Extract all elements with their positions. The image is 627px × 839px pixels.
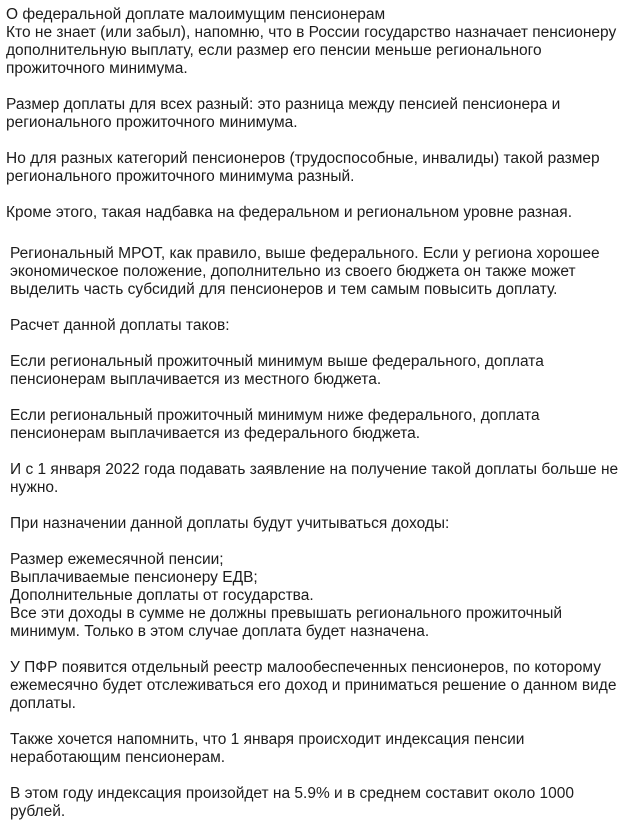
paragraph-pfr-registry: У ПФР появится отдельный реестр малообеспеченных пенсионеров, по которому ежемесячно будет отслеживаться его доход и приниматься решение о данном виде доплаты.	[10, 659, 617, 712]
paragraph-indexation-amount: В этом году индексация произойдет на 5.9% и в среднем составит около 1000 рублей.	[10, 785, 575, 820]
income-item: Размер ежемесячной пенсии;	[10, 551, 224, 568]
paragraph-regional-lower: Если региональный прожиточный минимум ниже федерального, доплата пенсионерам выплачивается из федерального бюджета.	[10, 407, 540, 442]
article-title: О федеральной доплате малоимущим пенсионерам	[6, 6, 386, 23]
paragraph-no-application: И с 1 января 2022 года подавать заявление на получение такой доплаты больше не нужно.	[10, 461, 619, 496]
paragraph-indexation: Также хочется напомнить, что 1 января происходит индексация пенсии неработающим пенсионерам.	[10, 731, 525, 766]
paragraph-difference: Размер доплаты для всех разный: это разница между пенсией пенсионера и регионального прожиточного минимума.	[6, 96, 561, 131]
income-item: Дополнительные доплаты от государства.	[10, 587, 314, 604]
paragraph-incomes-intro: При назначении данной доплаты будут учитываться доходы:	[10, 515, 450, 532]
paragraph-intro: Кто не знает (или забыл), напомню, что в России государство назначает пенсионеру дополнительную выплату, если размер его пенсии меньше регионального прожиточного минимума.	[6, 24, 617, 77]
paragraph-income-limit: Все эти доходы в сумме не должны превышать регионального прожиточный минимум. Только в этом случае доплата будет назначена.	[10, 605, 563, 640]
paragraph-regional-mrot: Региональный МРОТ, как правило, выше федерального. Если у региона хорошее экономическое положение, дополнительно из своего бюджета он также может выделить часть субсидий для пенсионеров и тем самым повысить доплату.	[10, 245, 600, 298]
paragraph-regional-higher: Если региональный прожиточный минимум выше федерального, доплата пенсионерам выплачивается из местного бюджета.	[10, 353, 544, 388]
article-block-bottom	[10, 245, 621, 821]
paragraph-levels: Кроме этого, такая надбавка на федеральном и региональном уровне разная.	[6, 204, 573, 221]
income-item: Выплачиваемые пенсионеру ЕДВ;	[10, 569, 258, 586]
paragraph-categories: Но для разных категорий пенсионеров (трудоспособные, инвалиды) такой размер регионального прожиточного минимума разный.	[6, 150, 600, 185]
paragraph-calculation: Расчет данной доплаты таков:	[10, 317, 230, 334]
article-block-top	[6, 6, 621, 240]
income-list	[10, 551, 621, 605]
